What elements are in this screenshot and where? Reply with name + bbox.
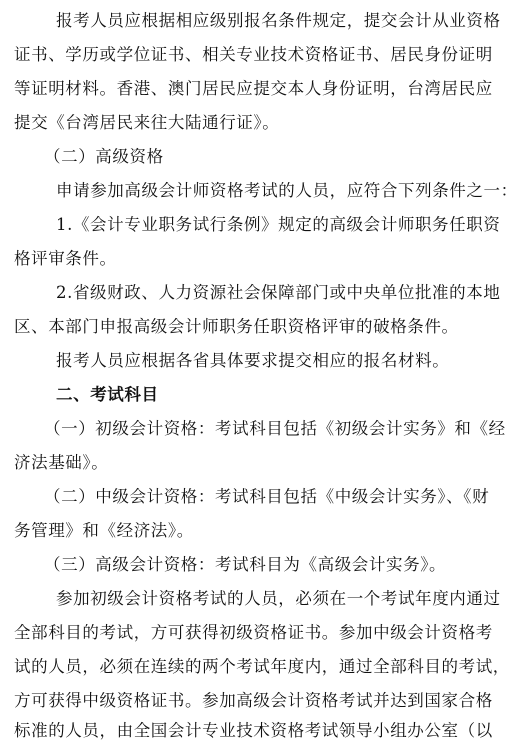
list-item-line: 区、本部门申报高级会计师职务任职资格评审的破格条件。 [14,317,459,336]
paragraph-line: 标准的人员，由全国会计专业技术资格考试领导小组办公室（以 [14,721,493,740]
paragraph-line: 济法基础》。 [14,453,109,472]
list-item-line: 2.省级财政、人力资源社会保障部门或中央单位批准的本地 [56,283,501,302]
paragraph-line: 等证明材料。香港、澳门居民应提交本人身份证明，台湾居民应 [14,79,493,98]
paragraph-line: 方可获得中级资格证书。参加高级会计资格考试并达到国家合格 [14,691,493,710]
paragraph-line: 务管理》和《经济法》。 [14,521,194,540]
paragraph-line: （三）高级会计资格：考试科目为《高级会计实务》。 [44,555,447,574]
list-item-line: 1.《会计专业职务试行条例》规定的高级会计师职务任职资 [56,215,501,234]
section-heading: 二、考试科目 [56,385,159,404]
paragraph-line: 申请参加高级会计师资格考试的人员，应符合下列条件之一： [56,181,518,200]
paragraph-line: 提交《台湾居民来往大陆通行证》。 [14,113,280,132]
paragraph-line: 试的人员，必须在连续的两个考试年度内，通过全部科目的考试， [14,657,510,676]
paragraph-line: （一）初级会计资格：考试科目包括《初级会计实务》和《经 [44,419,506,438]
section-heading: （二）高级资格 [44,147,164,166]
paragraph-line: 报考人员应根据相应级别报名条件规定，提交会计从业资格 [56,11,501,30]
paragraph-line: 证书、学历或学位证书、相关专业技术资格证书、居民身份证明 [14,45,493,64]
paragraph-line: 报考人员应根据各省具体要求提交相应的报名材料。 [56,351,450,370]
paragraph-line: 参加初级会计资格考试的人员，必须在一个考试年度内通过 [56,589,501,608]
paragraph-line: （二）中级会计资格：考试科目包括《中级会计实务》、《财 [44,487,490,506]
list-item-line: 格评审条件。 [14,249,117,268]
paragraph-line: 全部科目的考试，方可获得初级资格证书。参加中级会计资格考 [14,623,493,642]
